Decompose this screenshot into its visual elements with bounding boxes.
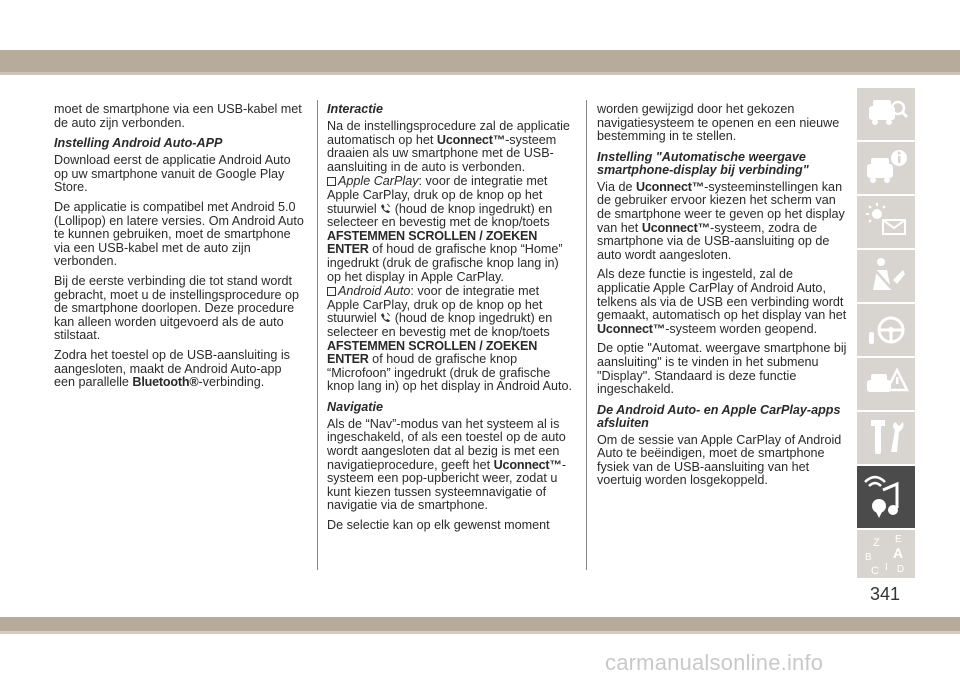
car-search-icon xyxy=(857,88,915,140)
checkbox-bullet-icon xyxy=(327,287,336,296)
voice-command-icon xyxy=(380,312,391,323)
car-info-icon xyxy=(857,142,915,194)
warning-light-message-icon xyxy=(857,196,915,248)
index-letter: D xyxy=(897,564,905,575)
chapter-tab-emergency[interactable] xyxy=(857,358,915,410)
index-letter: A xyxy=(893,545,904,561)
heading-apps-afsluiten: De Android Auto- en Apple CarPlay-apps afsluiten xyxy=(597,402,841,430)
index-letter: C xyxy=(871,565,879,577)
chapter-tab-vehicle-overview[interactable] xyxy=(857,88,915,140)
column-divider xyxy=(586,100,587,570)
top-band-thin-stripe xyxy=(0,72,960,75)
paragraph: Bij de eerste verbinding die tot stand wordt gebracht, moet u de instellingsprocedure op de smartphone doorlopen. Deze procedure kan alleen worden uitgevoerd als de auto stilstaat. xyxy=(54,273,300,343)
column-2 xyxy=(327,103,574,539)
heading-android-auto-app: Instelling Android Auto-APP xyxy=(54,136,223,151)
column-divider xyxy=(317,100,318,570)
index-letter: E xyxy=(895,534,902,545)
paragraph: Om de sessie van Apple CarPlay of Android Auto te beëindigen, moet de smartphone fysiek van de USB-aansluiting van het voertuig worden losgekoppeld. xyxy=(597,432,842,488)
bullet-android-auto: Android Auto: voor de integratie met Apple CarPlay, druk op de knop op het stuurwiel (houd de knop ingedrukt) en selecteer en bevestig met de knop/toets AFSTEMMEN SCROLLEN / ZOEKEN ENTER of houd de grafische knop “Microfoon” ingedrukt (druk de grafische knop lang in) op het display in Android Auto. xyxy=(327,284,573,394)
paragraph: Als de “Nav”-modus van het systeem al is ingeschakeld, of als een toestel op de auto wordt aangesloten dat al bezig is met een navigatieprocedure, geeft het Uconnect™-systeem een pop-upbericht weer, zodat u kunt kiezen tussen systeemnavigatie of navigatie via de smartphone. xyxy=(327,416,567,513)
index-letter: Z xyxy=(873,537,880,549)
bottom-band-thin xyxy=(0,631,960,634)
paragraph: Na de instellingsprocedure zal de applicatie automatisch op het Uconnect™-systeem draaien als uw smartphone met de USB-aansluiting in de auto is verbonden. xyxy=(327,119,570,174)
paragraph: De selectie kan op elk gewenst moment xyxy=(327,518,550,533)
chapter-tab-warning-lights[interactable] xyxy=(857,196,915,248)
chapter-tab-safety[interactable] xyxy=(857,250,915,302)
watermark: carmanualsonline.info xyxy=(605,650,824,675)
checkbox-bullet-icon xyxy=(327,177,336,186)
seatbelt-safety-icon xyxy=(857,250,915,302)
paragraph: Zodra het toestel op de USB-aansluiting is aangesloten, maakt de Android Auto-app een parallelle Bluetooth®-verbinding. xyxy=(54,347,290,390)
voice-command-icon xyxy=(380,203,391,214)
paragraph: Download eerst de applicatie Android Auto op uw smartphone vanuit de Google Play Store. xyxy=(54,153,291,195)
chapter-tab-driving[interactable] xyxy=(857,304,915,356)
paragraph: worden gewijzigd door het gekozen navigatiesysteem te openen en een nieuwe bestemming in te stellen. xyxy=(597,102,840,144)
tools-icon xyxy=(857,412,915,464)
top-band-stripe xyxy=(0,50,960,72)
column-3 xyxy=(597,103,849,494)
chapter-tab-multimedia[interactable] xyxy=(857,466,915,528)
paragraph: Via de Uconnect™-systeeminstellingen kan de gebruiker ervoor kiezen het scherm van de smartphone weer te geven op het display van het Uconnect™-systeem, zodra de smartphone via de USB-aansluiting op de auto wordt aangesloten. xyxy=(597,179,845,262)
car-warning-triangle-icon xyxy=(857,358,915,410)
paragraph: De applicatie is compatibel met Android 5.0 (Lollipop) en latere versies. Om Android Auto te kunnen gebruiken, moet de smartphone via een USB-kabel met de auto zijn verbonden. xyxy=(54,199,304,269)
chapter-tab-info[interactable] xyxy=(857,142,915,194)
index-letter: B xyxy=(865,552,872,563)
alphabet-index-icon xyxy=(857,530,915,578)
multimedia-music-icon xyxy=(857,466,915,528)
paragraph: moet de smartphone via een USB-kabel met de auto zijn verbonden. xyxy=(54,102,302,130)
bullet-apple-carplay: Apple CarPlay: voor de integratie met Apple CarPlay, druk op de knop op het stuurwiel (houd de knop ingedrukt) en selecteer en bevestig met de knop/toets AFSTEMMEN SCROLLEN / ZOEKEN ENTER of houd de grafische knop “Home” ingedrukt (druk de grafische knop lang in) op het display in Apple CarPlay. xyxy=(327,174,563,284)
page-number: 341 xyxy=(870,584,901,604)
bottom-band xyxy=(0,617,960,631)
paragraph: De optie "Automat. weergave smartphone bij aansluiting" is te vinden in het submenu "Display". Standaard is deze functie ingeschakeld. xyxy=(597,341,847,397)
steering-wheel-icon xyxy=(857,304,915,356)
index-letter: I xyxy=(885,562,888,573)
column-1 xyxy=(54,103,304,396)
chapter-tab-maintenance[interactable] xyxy=(857,412,915,464)
paragraph: Als deze functie is ingesteld, zal de applicatie Apple CarPlay of Android Auto, telkens als via de USB een verbinding wordt gemaakt, automatisch op het display van het Uconnect™-systeem worden geopend. xyxy=(597,267,847,336)
top-band xyxy=(0,0,960,52)
heading-automatische-weergave: Instelling "Automatische weergave smartphone-display bij verbinding" xyxy=(597,149,809,177)
chapter-tab-index[interactable] xyxy=(857,530,915,578)
heading-navigatie: Navigatie xyxy=(327,399,383,414)
heading-interactie: Interactie xyxy=(327,102,383,116)
